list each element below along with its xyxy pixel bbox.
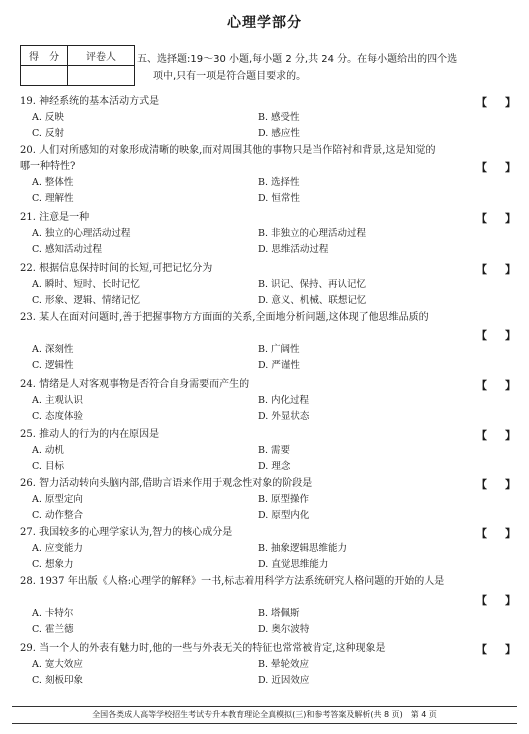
- bracket-left: 【: [476, 527, 487, 540]
- option-b: B. 选择性: [258, 177, 300, 188]
- question-19: [20, 94, 520, 142]
- instruction-line-1: 五、选择题:19～30 小题,每小题 2 分,共 24 分。在每小题给出的四个选: [137, 54, 458, 65]
- option-a: A. 反映: [32, 112, 64, 123]
- option-d: D. 意义、机械、联想记忆: [258, 295, 367, 306]
- option-c: C. 理解性: [32, 193, 74, 204]
- bracket-left: 【: [476, 429, 487, 442]
- option-c: C. 想象力: [32, 559, 74, 570]
- instruction-line-2: 项中,只有一项是符合题目要求的。: [153, 71, 307, 82]
- option-d: D. 近因效应: [258, 675, 310, 686]
- option-d: D. 原型内化: [258, 510, 310, 521]
- option-c: C. 霍兰德: [32, 624, 74, 635]
- bracket-left: 【: [476, 594, 487, 607]
- option-a: A. 动机: [32, 445, 64, 456]
- bracket-right: 】: [505, 643, 516, 656]
- answer-bracket: [476, 427, 516, 443]
- option-b: B. 抽象逻辑思维能力: [258, 543, 348, 554]
- option-c: C. 动作整合: [32, 510, 83, 521]
- option-c: C. 刻板印象: [32, 675, 83, 686]
- question-stem: 25. 推动人的行为的内在原因是: [20, 429, 160, 440]
- question-25: [20, 427, 520, 475]
- question-29: [20, 641, 520, 689]
- grader-blank: [68, 66, 135, 86]
- question-22: [20, 261, 520, 309]
- option-a: A. 宽大效应: [32, 659, 83, 670]
- bracket-right: 】: [505, 429, 516, 442]
- question-21: [20, 210, 520, 258]
- option-a: A. 深刻性: [32, 344, 74, 355]
- question-stem: 19. 神经系统的基本活动方式是: [20, 96, 160, 107]
- option-d: D. 感应性: [258, 128, 300, 139]
- score-table: [20, 45, 135, 86]
- question-stem-cont: 哪一种特性?: [20, 161, 76, 172]
- bracket-left: 【: [476, 643, 487, 656]
- option-b: B. 塔佩斯: [258, 608, 300, 619]
- option-d: D. 奥尔波特: [258, 624, 310, 635]
- bracket-left: 【: [476, 212, 487, 225]
- question-26: [20, 476, 520, 524]
- question-20: [20, 143, 520, 207]
- question-24: [20, 377, 520, 425]
- question-stem: 21. 注意是一种: [20, 212, 90, 223]
- question-stem: 20. 人们对所感知的对象形成清晰的映象,而对周围其他的事物只是当作陪衬和背景,这是知觉的: [20, 145, 436, 156]
- answer-bracket: [476, 159, 516, 175]
- bracket-left: 【: [476, 96, 487, 109]
- bracket-right: 】: [505, 263, 516, 276]
- option-b: B. 原型操作: [258, 494, 310, 505]
- bracket-right: 】: [505, 212, 516, 225]
- option-d: D. 思维活动过程: [258, 244, 329, 255]
- option-b: B. 内化过程: [258, 395, 310, 406]
- bracket-right: 】: [505, 594, 516, 607]
- option-b: B. 感受性: [258, 112, 300, 123]
- option-c: C. 感知活动过程: [32, 244, 102, 255]
- bracket-right: 】: [505, 161, 516, 174]
- option-b: B. 识记、保持、再认记忆: [258, 279, 367, 290]
- option-c: C. 逻辑性: [32, 360, 74, 371]
- question-stem: 23. 某人在面对问题时,善于把握事物方方面面的关系,全面地分析问题,这体现了他思维品质的: [20, 312, 429, 323]
- option-a: A. 应变能力: [32, 543, 83, 554]
- option-a: A. 主观认识: [32, 395, 83, 406]
- score-blank: [21, 66, 68, 86]
- option-a: A. 整体性: [32, 177, 74, 188]
- question-23: [20, 310, 520, 374]
- score-cell: 得 分: [21, 46, 68, 66]
- question-stem: 26. 智力活动转向头脑内部,借助言语来作用于观念性对象的阶段是: [20, 478, 313, 489]
- answer-bracket: [476, 261, 516, 277]
- option-d: D. 严谨性: [258, 360, 300, 371]
- answer-bracket: [476, 641, 516, 657]
- bracket-left: 【: [476, 478, 487, 491]
- bracket-right: 】: [505, 329, 516, 342]
- bracket-left: 【: [476, 379, 487, 392]
- option-a: A. 原型定向: [32, 494, 83, 505]
- option-c: C. 反射: [32, 128, 64, 139]
- option-c: C. 态度体验: [32, 411, 83, 422]
- option-a: A. 独立的心理活动过程: [32, 228, 131, 239]
- option-b: B. 非独立的心理活动过程: [258, 228, 367, 239]
- bracket-right: 】: [505, 527, 516, 540]
- answer-bracket: [476, 525, 516, 541]
- grader-cell: 评卷人: [68, 46, 135, 66]
- bracket-right: 】: [505, 379, 516, 392]
- option-a: A. 瞬时、短时、长时记忆: [32, 279, 140, 290]
- option-d: D. 理念: [258, 461, 291, 472]
- option-d: D. 直觉思维能力: [258, 559, 329, 570]
- instructions: [137, 51, 522, 85]
- page-footer: 全国各类成人高等学校招生考试专升本教育理论全真模拟(三)和参考答案及解析(共 8 页) 第 4 页: [12, 706, 517, 724]
- question-stem: 22. 根据信息保持时间的长短,可把记忆分为: [20, 263, 213, 274]
- option-c: C. 形象、逻辑、情绪记忆: [32, 295, 140, 306]
- option-d: D. 外显状态: [258, 411, 310, 422]
- question-28: [20, 574, 520, 638]
- question-27: [20, 525, 520, 573]
- question-stem: 28. 1937 年出版《人格:心理学的解释》一书,标志着用科学方法系统研究人格问题的开始的人是: [20, 576, 445, 587]
- section-title: 心理学部分: [227, 15, 302, 31]
- bracket-left: 【: [476, 161, 487, 174]
- option-c: C. 目标: [32, 461, 64, 472]
- bracket-right: 】: [505, 96, 516, 109]
- bracket-right: 】: [505, 478, 516, 491]
- answer-bracket: [476, 476, 516, 492]
- answer-bracket: [476, 94, 516, 110]
- question-stem: 24. 情绪是人对客观事物是否符合自身需要而产生的: [20, 379, 250, 390]
- answer-bracket: [476, 327, 516, 343]
- question-stem: 29. 当一个人的外表有魅力时,他的一些与外表无关的特征也常常被肯定,这种现象是: [20, 643, 386, 654]
- option-d: D. 恒常性: [258, 193, 300, 204]
- answer-bracket: [476, 210, 516, 226]
- option-b: B. 广阔性: [258, 344, 300, 355]
- option-b: B. 晕轮效应: [258, 659, 310, 670]
- bracket-left: 【: [476, 263, 487, 276]
- answer-bracket: [476, 377, 516, 393]
- bracket-left: 【: [476, 329, 487, 342]
- option-a: A. 卡特尔: [32, 608, 74, 619]
- question-stem: 27. 我国较多的心理学家认为,智力的核心成分是: [20, 527, 233, 538]
- option-b: B. 需要: [258, 445, 291, 456]
